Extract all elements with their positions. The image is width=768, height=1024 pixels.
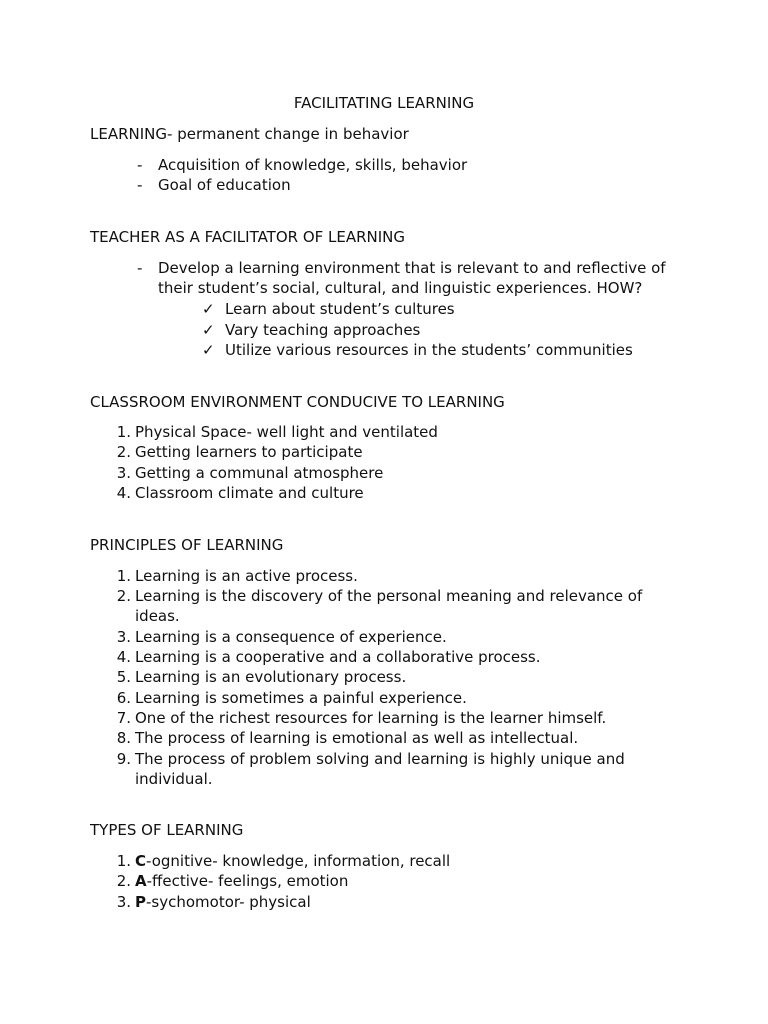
list-number: 3. bbox=[116, 628, 131, 646]
type-letter: A bbox=[135, 872, 147, 890]
list-text: The process of learning is emotional as well as intellectual. bbox=[135, 729, 579, 747]
list-number: 4. bbox=[116, 648, 131, 666]
checkmark-icon: ✓ bbox=[202, 341, 215, 359]
dash-bullet: - bbox=[137, 176, 143, 194]
checkmark-icon: ✓ bbox=[202, 300, 215, 318]
dash-bullet: - bbox=[137, 259, 143, 277]
type-rest: -sychomotor- physical bbox=[146, 893, 311, 911]
type-letter: P bbox=[135, 893, 146, 911]
list-text: Learning is the discovery of the personal meaning and relevance of bbox=[135, 587, 643, 605]
section-heading-types: TYPES OF LEARNING bbox=[90, 821, 244, 839]
check-text: Utilize various resources in the students’ communities bbox=[225, 341, 633, 359]
checkmark-icon: ✓ bbox=[202, 321, 215, 339]
list-number: 5. bbox=[116, 668, 131, 686]
bullet-text: their student’s social, cultural, and linguistic experiences. HOW? bbox=[158, 279, 643, 297]
list-text: One of the richest resources for learning is the learner himself. bbox=[135, 709, 607, 727]
list-text: The process of problem solving and learning is highly unique and bbox=[135, 750, 625, 768]
list-number: 3. bbox=[116, 893, 131, 911]
section-heading-classroom: CLASSROOM ENVIRONMENT CONDUCIVE TO LEARNING bbox=[90, 393, 505, 411]
list-text: Learning is sometimes a painful experience. bbox=[135, 689, 467, 707]
list-number: 3. bbox=[116, 464, 131, 482]
list-text: Learning is a cooperative and a collaborative process. bbox=[135, 648, 541, 666]
list-number: 1. bbox=[116, 423, 131, 441]
learning-definition bbox=[90, 125, 409, 143]
page-title: FACILITATING LEARNING bbox=[293, 94, 475, 112]
list-number: 1. bbox=[116, 852, 131, 870]
bullet-text: Acquisition of knowledge, skills, behavior bbox=[158, 156, 468, 174]
section-heading-teacher: TEACHER AS A FACILITATOR OF LEARNING bbox=[90, 228, 406, 246]
bullet-text: Goal of education bbox=[158, 176, 291, 194]
list-number: 6. bbox=[116, 689, 131, 707]
list-text: individual. bbox=[135, 770, 213, 788]
definition-text: - permanent change in behavior bbox=[167, 125, 409, 143]
list-number: 2. bbox=[116, 872, 131, 890]
list-text: Physical Space- well light and ventilated bbox=[135, 423, 438, 441]
type-rest: -ognitive- knowledge, information, recall bbox=[146, 852, 451, 870]
list-number: 8. bbox=[116, 729, 131, 747]
list-text: Getting a communal atmosphere bbox=[135, 464, 384, 482]
list-text: Learning is a consequence of experience. bbox=[135, 628, 447, 646]
list-text bbox=[135, 852, 450, 870]
list-number: 7. bbox=[116, 709, 131, 727]
list-text: ideas. bbox=[135, 607, 180, 625]
list-text: Learning is an evolutionary process. bbox=[135, 668, 407, 686]
bullet-text: Develop a learning environment that is relevant to and reflective of bbox=[158, 259, 666, 277]
list-number: 2. bbox=[116, 443, 131, 461]
list-number: 9. bbox=[116, 750, 131, 768]
dash-bullet: - bbox=[137, 156, 143, 174]
type-letter: C bbox=[135, 852, 147, 870]
list-text bbox=[135, 872, 348, 890]
type-rest: -ffective- feelings, emotion bbox=[146, 872, 349, 890]
list-text: Getting learners to participate bbox=[135, 443, 363, 461]
list-text bbox=[135, 893, 311, 911]
list-number: 1. bbox=[116, 567, 131, 585]
section-heading-principles: PRINCIPLES OF LEARNING bbox=[90, 536, 284, 554]
check-text: Vary teaching approaches bbox=[225, 321, 421, 339]
list-number: 2. bbox=[116, 587, 131, 605]
check-text: Learn about student’s cultures bbox=[225, 300, 455, 318]
list-text: Classroom climate and culture bbox=[135, 484, 364, 502]
list-number: 4. bbox=[116, 484, 131, 502]
definition-term: LEARNING bbox=[90, 125, 168, 143]
list-text: Learning is an active process. bbox=[135, 567, 358, 585]
